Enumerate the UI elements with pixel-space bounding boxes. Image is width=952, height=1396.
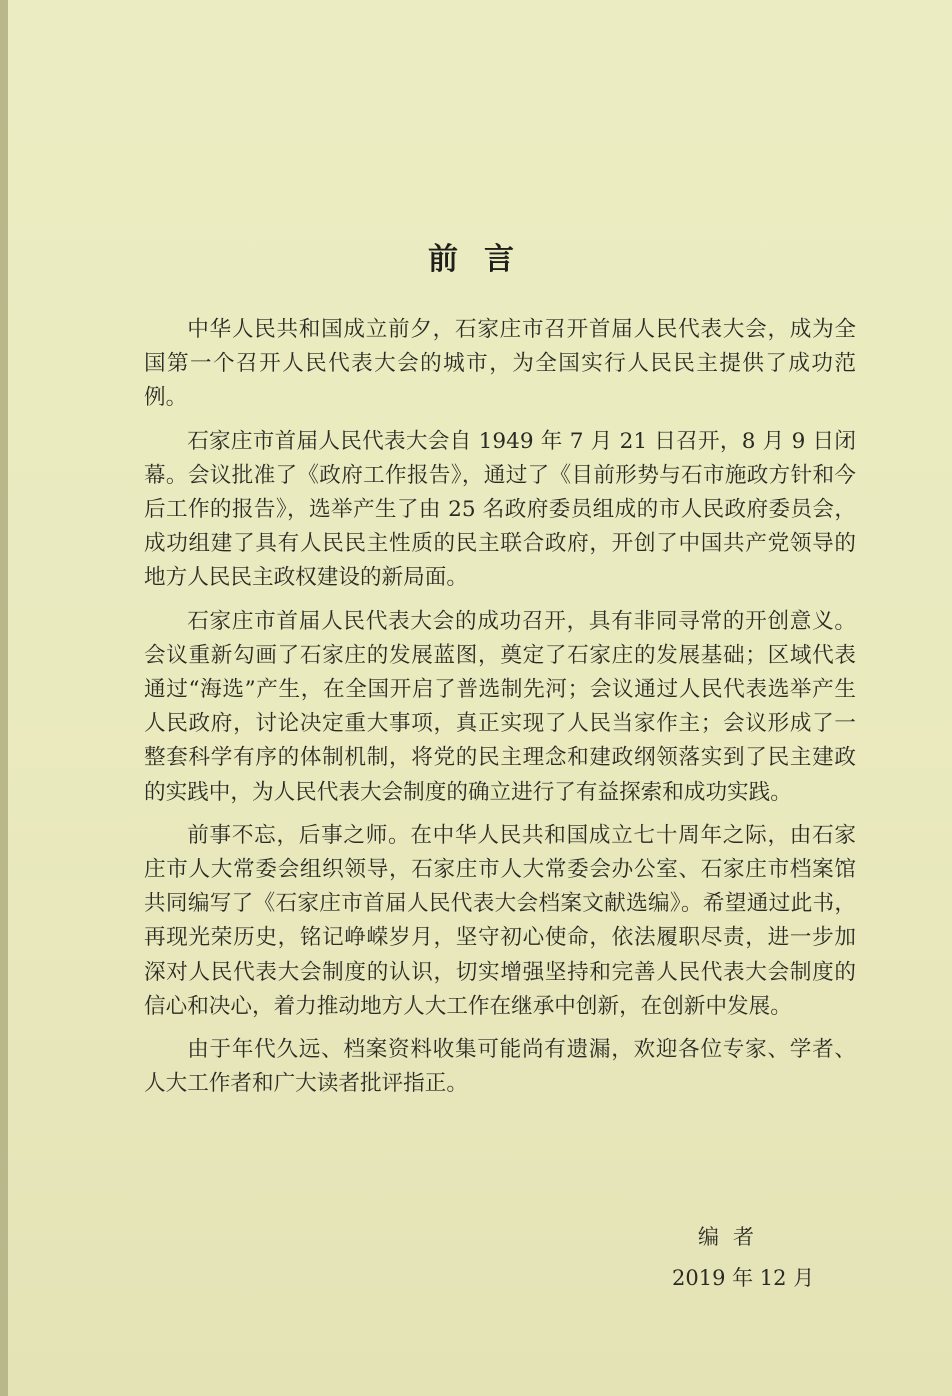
preface-body bbox=[144, 313, 856, 1110]
signature-date: 2019 年 12 月 bbox=[672, 1266, 815, 1290]
paragraph-5: 由于年代久远、档案资料收集可能尚有遗漏，欢迎各位专家、学者、人大工作者和广大读者批评指正。 bbox=[144, 1037, 856, 1097]
page-title: 前言 bbox=[428, 242, 540, 277]
author-signature: 编者 bbox=[698, 1225, 768, 1249]
paragraph-2: 石家庄市首届人民代表大会自 1949 年 7 月 21 日召开，8 月 9 日闭幕。会议批准了《政府工作报告》，通过了《目前形势与石市施政方针和今后工作的报告》，选举产生了由 25 名政府委员组成的市人民政府委员会，成功组建了具有人民民主性质的民主联合政府，开创了中国共产党领导的地方人民民主政权建设的新局面。 bbox=[144, 428, 856, 591]
paragraph-3: 石家庄市首届人民代表大会的成功召开，具有非同寻常的开创意义。会议重新勾画了石家庄的发展蓝图，奠定了石家庄的发展基础；区域代表通过“海选”产生，在全国开启了普选制先河；会议通过人民代表选举产生人民政府，讨论决定重大事项，真正实现了人民当家作主；会议形成了一整套科学有序的体制机制，将党的民主理念和建政纲领落实到了民主建政的实践中，为人民代表大会制度的确立进行了有益探索和成功实践。 bbox=[144, 608, 856, 805]
paragraph-1: 中华人民共和国成立前夕，石家庄市召开首届人民代表大会，成为全国第一个召开人民代表大会的城市，为全国实行人民民主提供了成功范例。 bbox=[144, 317, 856, 411]
paragraph-4: 前事不忘，后事之师。在中华人民共和国成立七十周年之际，由石家庄市人大常委会组织领导，石家庄市人大常委会办公室、石家庄市档案馆共同编写了《石家庄市首届人民代表大会档案文献选编》。希望通过此书，再现光荣历史，铭记峥嵘岁月，坚守初心使命，依法履职尽责，进一步加深对人民代表大会制度的认识，切实增强坚持和完善人民代表大会制度的信心和决心，着力推动地方人大工作在继承中创新，在创新中发展。 bbox=[144, 822, 856, 1019]
